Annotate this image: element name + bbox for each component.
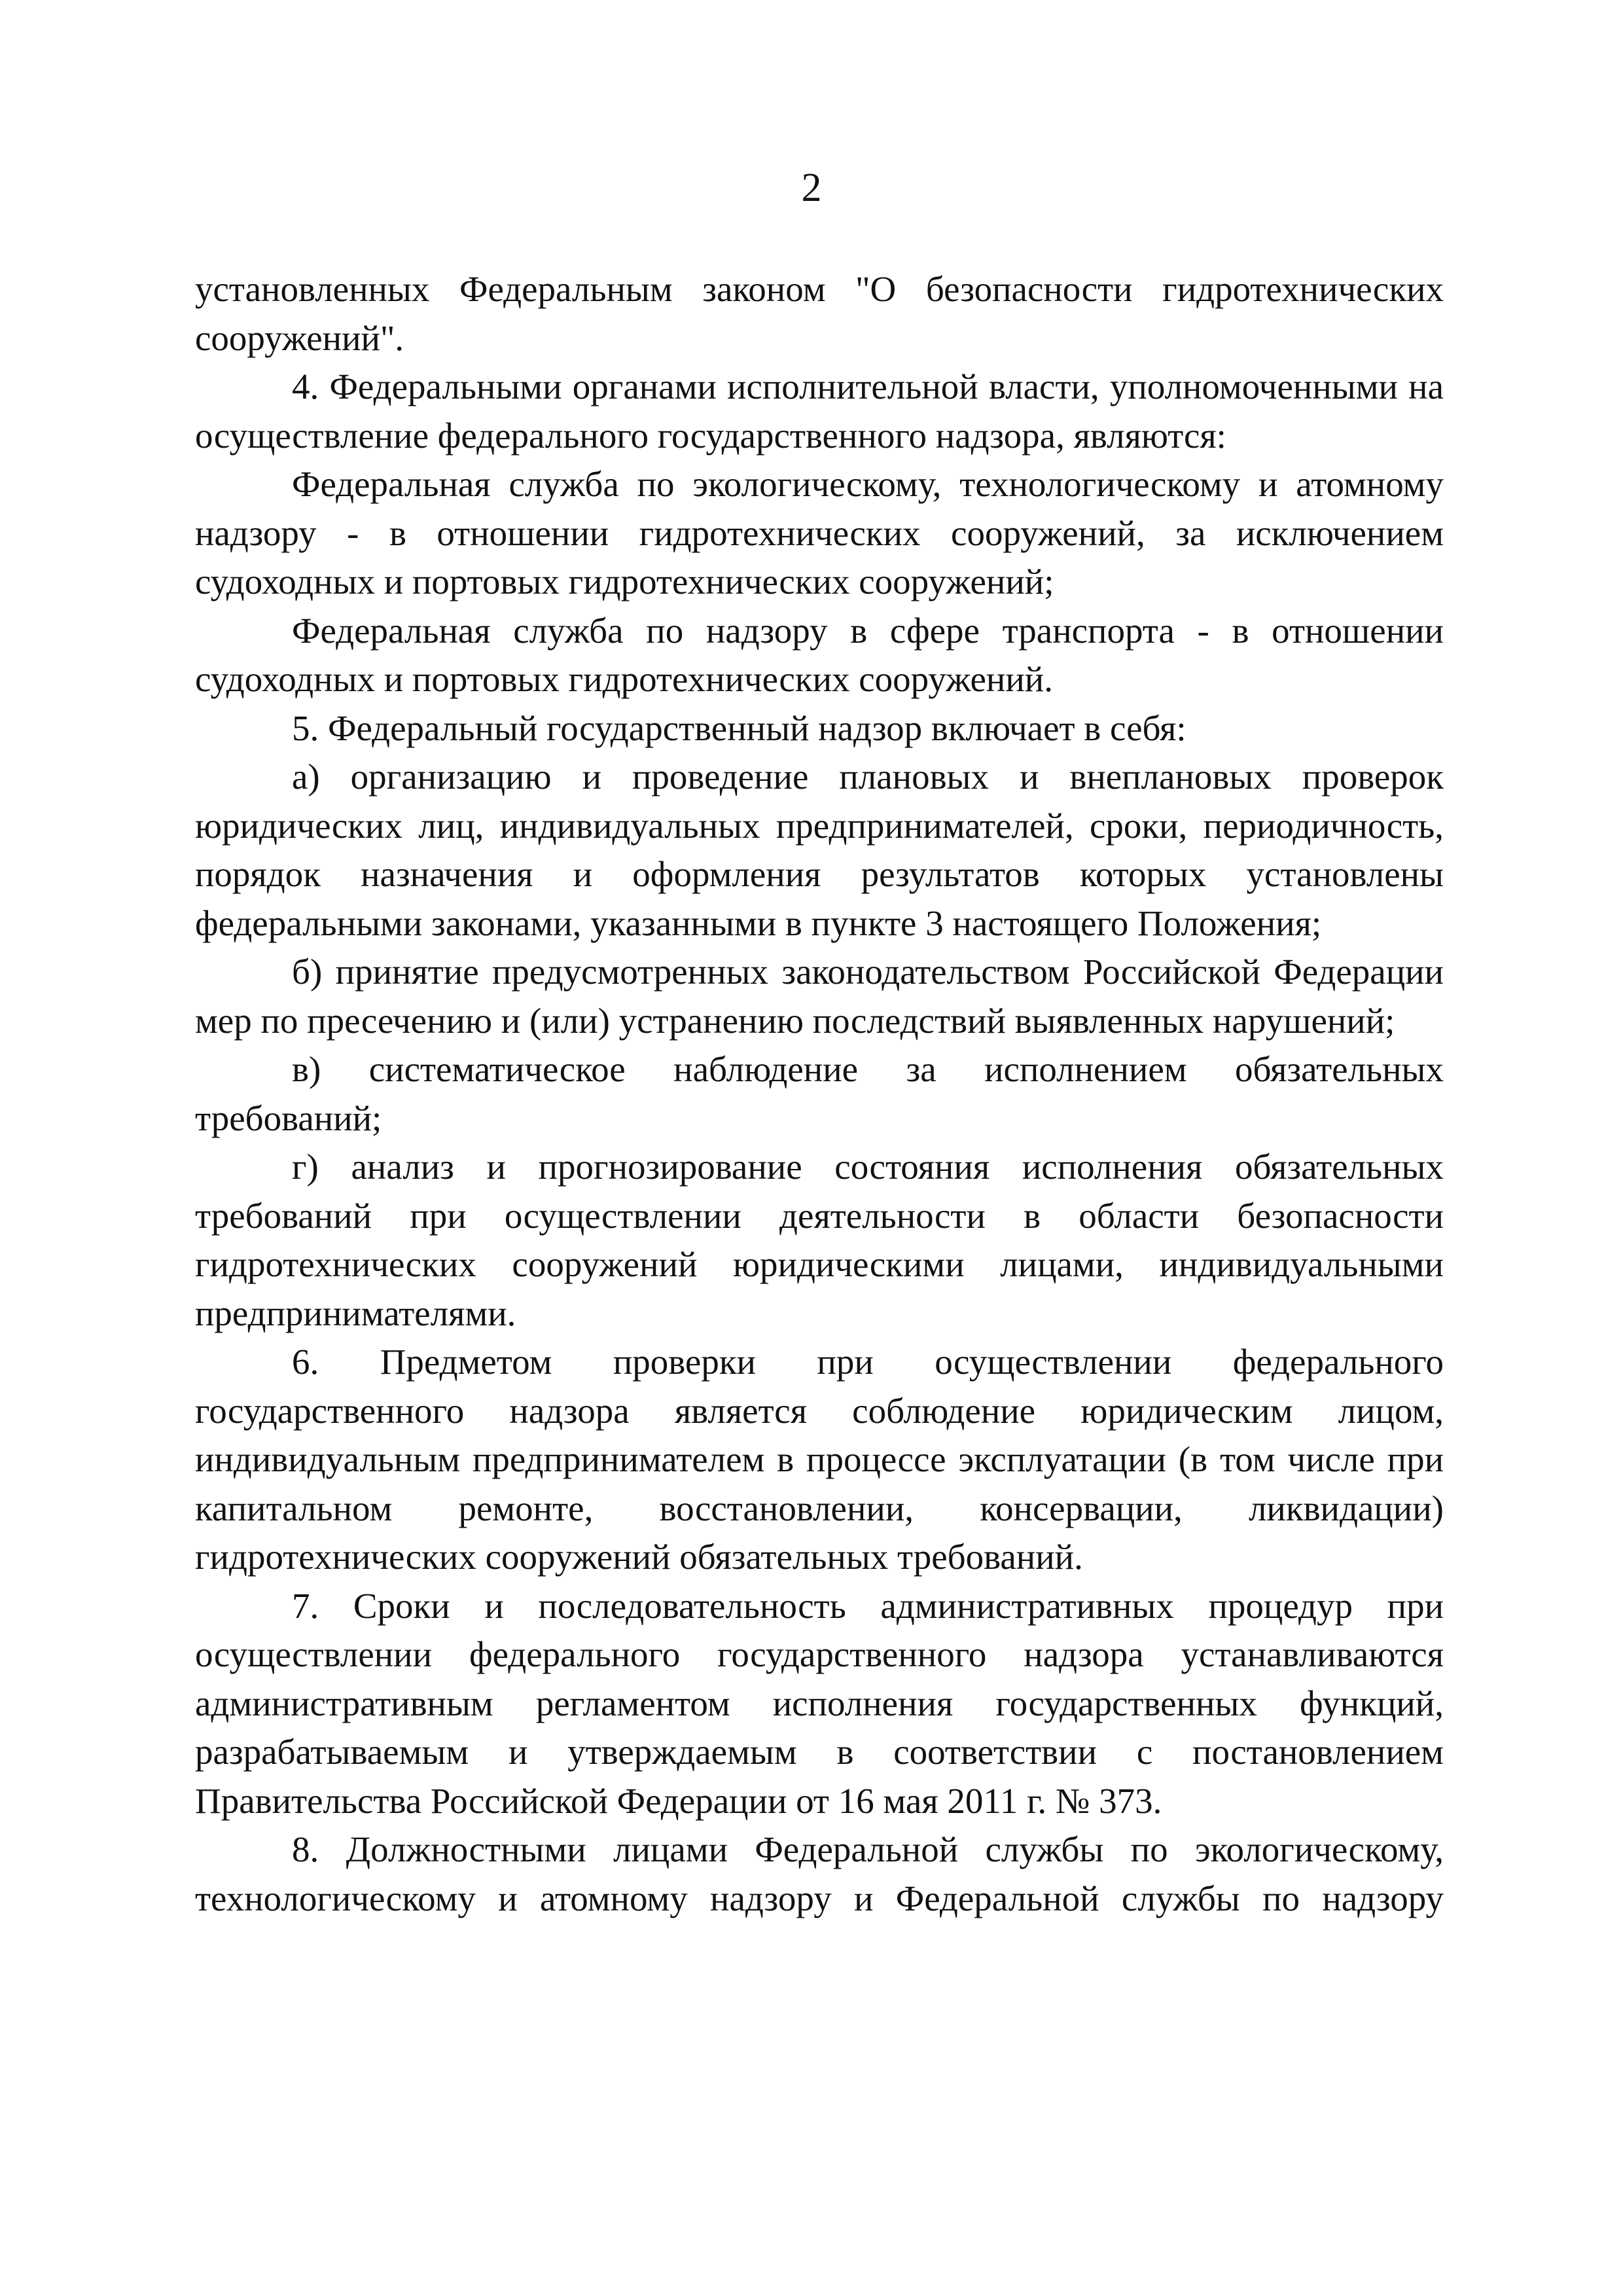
paragraph-4-rostekhnadzor: Федеральная служба по экологическому, технологическому и атомному надзору - в отношении гидротехнических сооружений, за исключением судоходных и портовых гидротехнических сооружений; bbox=[195, 464, 1444, 601]
paragraph-8: 8. Должностными лицами Федеральной службы по экологическому, технологическому и атомному надзору и Федеральной службы по надзору bbox=[195, 1829, 1444, 1918]
paragraph-continuation: установленных Федеральным законом "О безопасности гидротехнических сооружений". bbox=[195, 269, 1444, 358]
paragraph-4-rostransnadzor: Федеральная служба по надзору в сфере транспорта - в отношении судоходных и портовых гидротехнических сооружений. bbox=[195, 610, 1444, 699]
paragraph-5-a: а) организацию и проведение плановых и внеплановых проверок юридических лиц, индивидуальных предпринимателей, сроки, периодичность, порядок назначения и оформления результатов которых установлены федеральными законами, указанными в пункте 3 настоящего Положения; bbox=[195, 757, 1444, 943]
paragraph-5-b: б) принятие предусмотренных законодательством Российской Федерации мер по пресечению и (или) устранению последствий выявленных нарушений; bbox=[195, 952, 1444, 1041]
paragraph-6: 6. Предметом проверки при осуществлении федерального государственного надзора является соблюдение юридическим лицом, индивидуальным предпринимателем в процессе эксплуатации (в том числе при капитальном ремонте, восстановлении, консервации, ликвидации) гидротехнических сооружений обязательных требований. bbox=[195, 1342, 1444, 1577]
paragraph-7: 7. Сроки и последовательность административных процедур при осуществлении федерального государственного надзора устанавливаются административным регламентом исполнения государственных функций, разрабатываемым и утверждаемым в соответствии с постановлением Правительства Российской Федерации от 16 мая 2011 г. № 373. bbox=[195, 1585, 1444, 1821]
paragraph-5-v: в) систематическое наблюдение за исполнением обязательных требований; bbox=[195, 1049, 1444, 1138]
paragraph-5-g: г) анализ и прогнозирование состояния исполнения обязательных требований при осуществлении деятельности в области безопасности гидротехнических сооружений юридическими лицами, индивидуальными предпринимателями. bbox=[195, 1147, 1444, 1333]
paragraph-5: 5. Федеральный государственный надзор включает в себя: bbox=[292, 708, 1186, 748]
document-body bbox=[195, 265, 1444, 1923]
page-number: 2 bbox=[801, 166, 822, 210]
paragraph-4: 4. Федеральными органами исполнительной власти, уполномоченными на осуществление федерального государственного надзора, являются: bbox=[195, 367, 1444, 456]
